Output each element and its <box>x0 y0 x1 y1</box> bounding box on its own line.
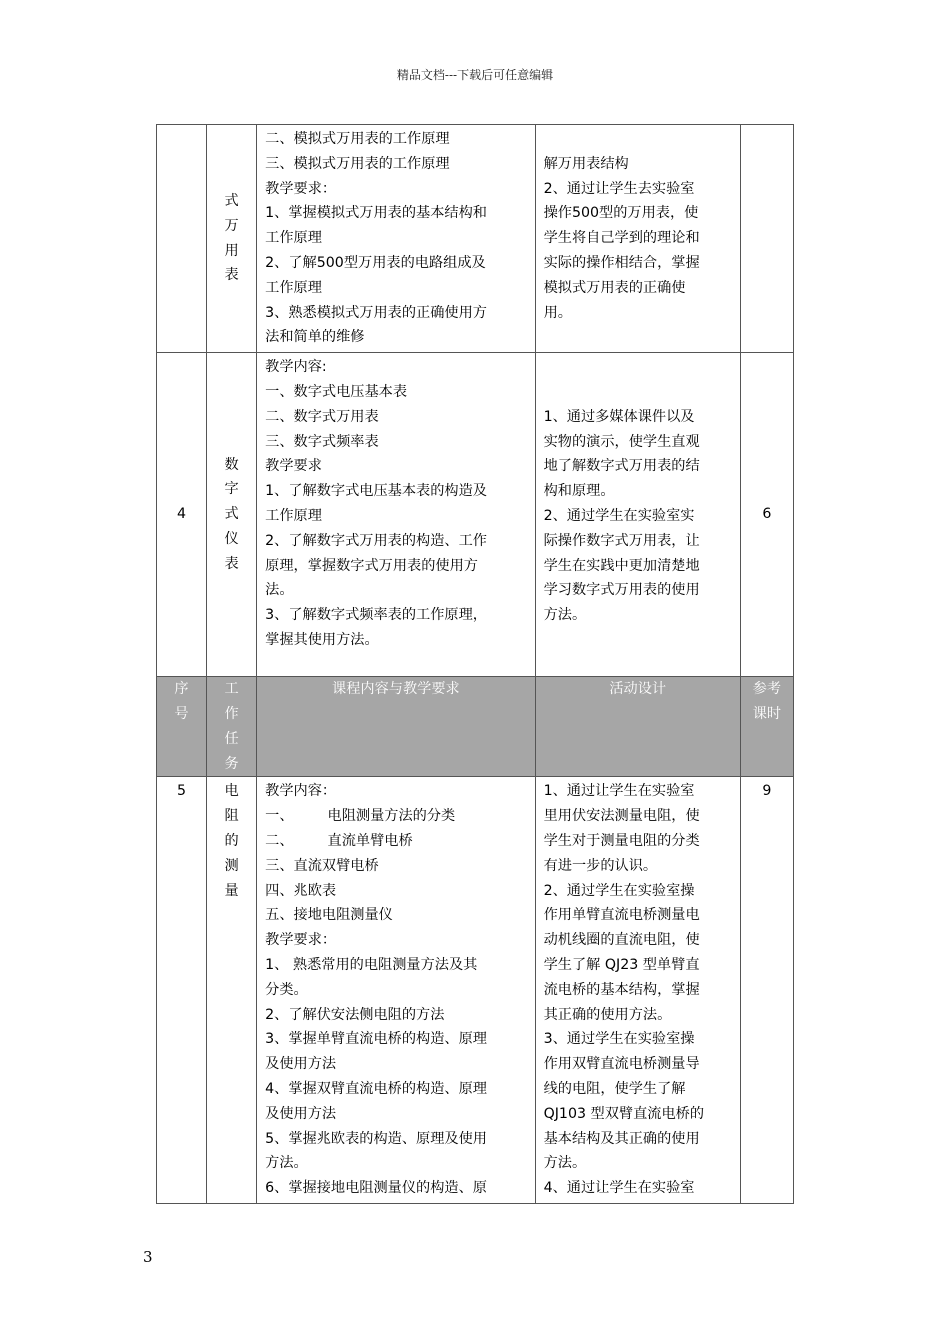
content-line: 二、 直流单臂电桥 <box>265 832 413 849</box>
content-line: 工作原理 <box>265 507 322 524</box>
content-line: 3、了解数字式频率表的工作原理， <box>265 607 487 624</box>
content-line: 教学内容： <box>265 783 337 800</box>
page-header: 精品文档---下载后可任意编辑 <box>396 68 554 82</box>
content-line: 五、接地电阻测量仪 <box>265 907 393 924</box>
activity-line: 模拟式万用表的正确使 <box>543 279 686 296</box>
content-line: 三、数字式频率表 <box>265 433 379 450</box>
header-work-task: 工作任务 <box>207 677 257 777</box>
activity-line: 实物的演示，使学生直观 <box>543 433 700 450</box>
course-content <box>257 125 535 353</box>
activity-line <box>544 380 734 405</box>
activity-line: 用。 <box>543 304 572 321</box>
activity-line: 3、通过学生在实验室操 <box>543 1031 695 1048</box>
row-number: 4 <box>157 353 207 677</box>
work-task: 电阻的测量 <box>207 777 257 1204</box>
activity-line: 1、通过让学生在实验室 <box>543 783 695 800</box>
activity-line: 学生将自己学到的理论和 <box>543 230 700 247</box>
reference-hours: 6 <box>740 353 793 677</box>
activity-design <box>535 125 740 353</box>
activity-line: 学习数字式万用表的使用 <box>543 582 700 599</box>
activity-design <box>535 353 740 677</box>
header-activity-design: 活动设计 <box>535 677 740 777</box>
activity-line: 流电桥的基本结构，掌握 <box>543 981 700 998</box>
activity-line: 线的电阻，使学生了解 <box>543 1080 686 1097</box>
content-line-text: 直流单臂电桥 <box>327 832 413 849</box>
activity-line: 学生了解 QJ23 型单臂直 <box>543 956 700 973</box>
content-line: 三、直流双臂电桥 <box>265 857 379 874</box>
header-number: 序号 <box>157 677 207 777</box>
activity-line <box>544 355 734 380</box>
content-line: 法和简单的维修 <box>265 329 365 346</box>
activity-line: 学生在实践中更加清楚地 <box>543 557 700 574</box>
content-line: 3、掌握单臂直流电桥的构造、原理 <box>265 1031 487 1048</box>
activity-line: 2、通过学生在实验室操 <box>543 882 695 899</box>
content-line: 工作原理 <box>265 279 322 296</box>
content-line-text: 电阻测量方法的分类 <box>327 808 456 825</box>
activity-line: 际操作数字式万用表，让 <box>543 532 700 549</box>
table-row-4 <box>157 353 794 677</box>
content-line: 教学要求： <box>265 932 337 949</box>
activity-line: 2、通过学生在实验室实 <box>543 507 695 524</box>
content-line: 3、熟悉模拟式万用表的正确使用方 <box>265 304 487 321</box>
content-line: 教学要求 <box>265 458 322 475</box>
content-line: 分类。 <box>265 981 308 998</box>
activity-line: 有进一步的认识。 <box>543 857 658 874</box>
reference-hours <box>740 125 793 353</box>
content-line: 原理，掌握数字式万用表的使用方 <box>265 557 478 574</box>
content-line: 一、数字式电压基本表 <box>265 383 408 400</box>
activity-line: 地了解数字式万用表的结 <box>543 458 700 475</box>
content-line: 6、掌握接地电阻测量仪的构造、原 <box>265 1180 487 1197</box>
table-header-row <box>157 677 794 777</box>
content-line: 1、了解数字式电压基本表的构造及 <box>265 483 487 500</box>
content-line: 5、掌握兆欧表的构造、原理及使用 <box>265 1130 487 1147</box>
activity-line: 2、通过让学生去实验室 <box>543 180 695 197</box>
content-line: 及使用方法 <box>265 1056 337 1073</box>
activity-line <box>544 127 734 152</box>
content-line: 1、掌握模拟式万用表的基本结构和 <box>265 205 487 222</box>
activity-line: 构和原理。 <box>543 483 615 500</box>
work-task: 数字式仪表 <box>207 353 257 677</box>
content-line: 法。 <box>265 582 294 599</box>
content-line: 方法。 <box>265 1155 308 1172</box>
header-reference-hours: 参考课时 <box>740 677 793 777</box>
content-line: 三、模拟式万用表的工作原理 <box>265 155 450 172</box>
activity-line: QJ103 型双臂直流电桥的 <box>543 1105 705 1122</box>
content-line: 1、 熟悉常用的电阻测量方法及其 <box>265 956 478 973</box>
activity-line: 作用单臂直流电桥测量电 <box>543 907 700 924</box>
activity-design <box>535 777 740 1204</box>
activity-line: 1、通过多媒体课件以及 <box>543 408 695 425</box>
activity-line: 里用伏安法测量电阻，使 <box>543 808 700 825</box>
content-line: 教学内容: <box>265 359 327 376</box>
work-task: 式万用表 <box>207 125 257 353</box>
course-content <box>257 353 535 677</box>
activity-line: 基本结构及其正确的使用 <box>543 1130 700 1147</box>
row-number: 5 <box>157 777 207 1204</box>
activity-line: 实际的操作相结合，掌握 <box>543 254 700 271</box>
activity-line: 学生对于测量电阻的分类 <box>543 832 700 849</box>
page-number: 3 <box>143 1248 153 1266</box>
activity-line: 动机线圈的直流电阻，使 <box>543 932 700 949</box>
activity-line: 解万用表结构 <box>543 155 629 172</box>
activity-line: 4、通过让学生在实验室 <box>543 1180 695 1197</box>
content-line: 一、 电阻测量方法的分类 <box>265 808 456 825</box>
content-line: 及使用方法 <box>265 1105 337 1122</box>
activity-line: 作用双臂直流电桥测量导 <box>543 1056 700 1073</box>
course-content <box>257 777 535 1204</box>
table-row-continued <box>157 125 794 353</box>
content-line: 教学要求： <box>265 180 337 197</box>
row-number <box>157 125 207 353</box>
content-line: 二、数字式万用表 <box>265 408 379 425</box>
content-line: 二、模拟式万用表的工作原理 <box>265 131 450 147</box>
content-line: 四、兆欧表 <box>265 882 337 899</box>
activity-line: 方法。 <box>543 607 587 624</box>
content-line: 掌握其使用方法。 <box>265 631 379 648</box>
content-line: 4、掌握双臂直流电桥的构造、原理 <box>265 1080 487 1097</box>
activity-line: 方法。 <box>543 1155 587 1172</box>
content-line: 工作原理 <box>265 230 322 247</box>
activity-line: 操作500型的万用表，使 <box>543 205 699 222</box>
content-line: 2、了解伏安法侧电阻的方法 <box>265 1006 445 1023</box>
table-row-5 <box>157 777 794 1204</box>
syllabus-table <box>156 124 794 1204</box>
content-line: 2、了解数字式万用表的构造、工作 <box>265 532 487 549</box>
content-line: 2、了解500型万用表的电路组成及 <box>265 254 486 271</box>
reference-hours: 9 <box>740 777 793 1204</box>
header-course-content: 课程内容与教学要求 <box>257 677 535 777</box>
activity-line: 其正确的使用方法。 <box>543 1006 672 1023</box>
